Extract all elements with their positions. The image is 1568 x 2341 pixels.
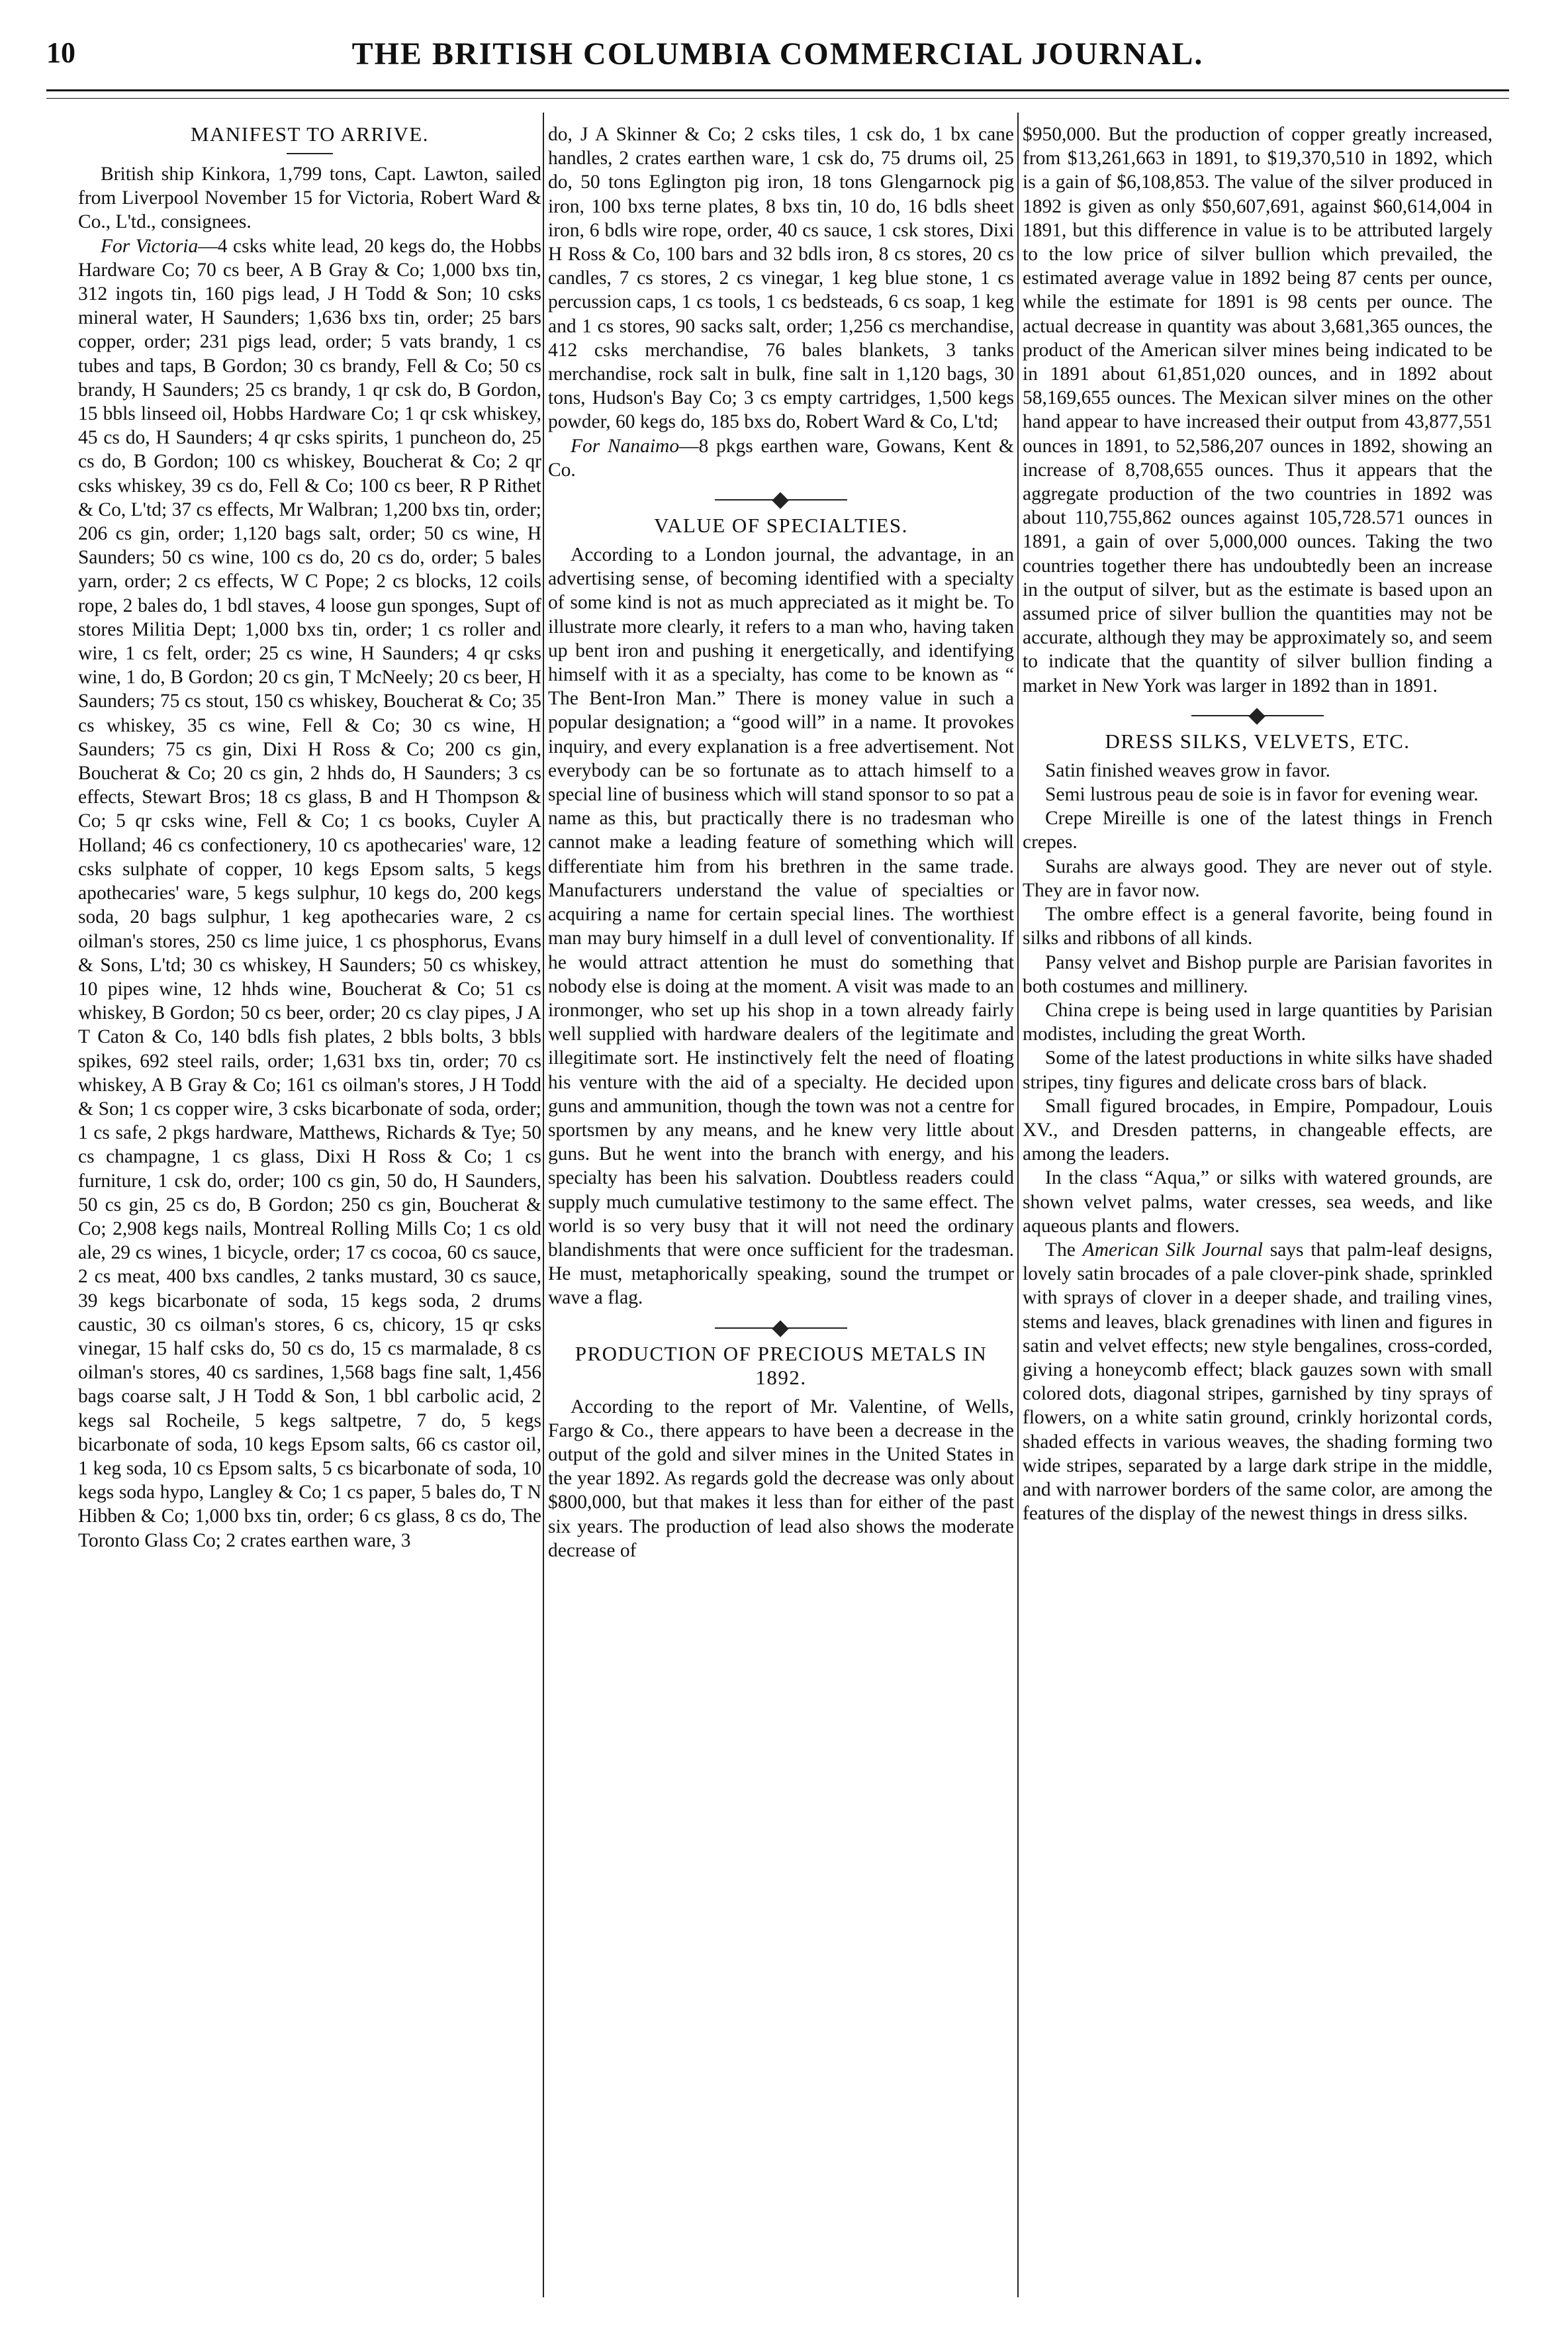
silks-paragraph: Pansy velvet and Bishop purple are Parisian favorites in both costumes and millinery. bbox=[1023, 951, 1493, 997]
nanaimo-text: —8 pkgs earthen ware, Gowans, Kent & Co. bbox=[548, 435, 1014, 481]
column-3 bbox=[1023, 122, 1493, 2301]
column-divider bbox=[1017, 113, 1019, 2297]
section-ornament bbox=[1191, 715, 1324, 716]
journal-title: THE BRITISH COLUMBIA COMMERCIAL JOURNAL. bbox=[351, 36, 1204, 72]
heading-dash bbox=[287, 153, 333, 154]
silks-paragraph: Crepe Mireille is one of the latest things in French crepes. bbox=[1023, 808, 1493, 853]
heading-manifest: MANIFEST TO ARRIVE. bbox=[190, 122, 430, 146]
manifest-nanaimo bbox=[548, 434, 1014, 482]
header-rule bbox=[46, 89, 1509, 91]
manifest-intro: British ship Kinkora, 1,799 tons, Capt. Lawton, sailed from Liverpool November 15 for Victoria, Robert Ward & Co., L'td., consignees. bbox=[78, 164, 541, 233]
heading-dress-silks: DRESS SILKS, VELVETS, ETC. bbox=[1105, 729, 1410, 753]
specialties-body: According to a London journal, the advantage, in an advertising sense, of becoming identified with a specialty of some kind is not as much appreciated as it might be. To illustrate more clearly, it refers to a man who, having taken up bent iron and pushing it energetically, and identifying himself with it as a specialty, has come to be known as “ The Bent-Iron Man.” There is money value in such a popular designation; a “good will” in a name. It provokes inquiry, and every explanation is a free advertisement. Not everybody can be so fortunate as to attach himself to a special line of business which will stand sponsor to so pat a name as this, but practically there is no tradesman who cannot make a leading feature of something which will differentiate him from his brethren in the same trade. Manufacturers understand the value of specialties or acquiring a name for certain special lines. The worthiest man may bury himself in a dull level of conventionality. If he would attract attention he must do something that nobody else is doing at the moment. A visit was made to an ironmonger, who set up his shop in a town already fairly well supplied with hardware dealers of the legitimate and illegitimate sort. He instinctively felt the need of floating his venture with the aid of a specialty. He decided upon guns and ammunition, though the town was not a centre for sportsmen by any means, and he knew very little about guns. But he went into the branch with energy, and his specialty has been his salvation. Doubtless readers could supply much cumulative testimony to the same effect. The world is so very busy that it will not need the ordinary blandishments that were once sufficient for the tradesman. He must, metaphorically speaking, sound the trumpet or wave a flag. bbox=[548, 544, 1014, 1309]
silks-paragraph: Satin finished weaves grow in favor. bbox=[1045, 759, 1330, 781]
metals-body: According to the report of Mr. Valentine, of Wells, Fargo & Co., there appears to have been a decrease in the output of the gold and silver mines in the United States in the year 1892. As regards gold the decrease was only about $800,000, but that makes it less than for either of the past six years. The production of lead also shows the moderate decrease of bbox=[548, 1396, 1014, 1561]
section-ornament bbox=[715, 1327, 847, 1329]
column-divider bbox=[543, 113, 544, 2297]
journal-name: American Silk Journal bbox=[1082, 1239, 1263, 1261]
metals-continued: $950,000. But the production of copper greatly increased, from $13,261,663 in 1891, to $19,370,510 in 1892, which is a gain of $6,108,853. The value of the silver produced in 1892 is given as only $50,607,691, against $60,614,004 in 1891, but this difference in value is to be attributed largely to the low price of silver bullion which prevailed, the estimated average value in 1892 being 87 cents per ounce, while the estimate for 1891 is 98 cents per ounce. The actual decrease in quantity was about 3,681,365 ounces, the product of the American silver mines being indicated to be in 1891 about 61,851,020 ounces, and in 1892 about 58,169,655 ounces. The Mexican silver mines on the other hand appear to have increased their output from 43,877,551 ounces in 1891, to 52,586,207 ounces in 1892, showing an increase of 8,708,655 ounces. Thus it appears that the aggregate production of the two countries in 1892 was about 110,755,862 ounces against 105,728.571 ounces in 1891, a gain of over 5,000,000 ounces. Taking the two countries together there has undoubtedly been an increase in the output of silver, but as the estimate is based upon an assumed price of silver bullion the quantities may not be accurate, although they may be approximately so, and seem to indicate that the quantity of silver bullion finding a market in New York was larger in 1892 than in 1891. bbox=[1023, 124, 1493, 696]
silks-paragraph: Some of the latest productions in white silks have shaded stripes, tiny figures and delicate cross bars of black. bbox=[1023, 1047, 1493, 1093]
silks-paragraph: Surahs are always good. They are never out of style. They are in favor now. bbox=[1023, 855, 1493, 901]
page-number: 10 bbox=[46, 36, 75, 69]
nanaimo-label: For Nanaimo bbox=[571, 435, 680, 457]
manifest-continued: do, J A Skinner & Co; 2 csks tiles, 1 csk do, 1 bx cane handles, 2 crates earthen ware, 1 csk do, 75 drums oil, 25 do, 50 tons Eglington pig iron, 18 tons Glengarnock pig iron, 100 bxs terne plates, 8 bxs tin, 10 do, 16 bdls sheet iron, 6 bdls wire rope, order, 40 cs sauce, 1 csk stores, Dixi H Ross & Co, 100 bars and 32 bdls iron, 8 cs stores, 20 cs candles, 7 cs stores, 2 cs vinegar, 1 keg blue stone, 1 cs percussion caps, 1 cs tools, 1 cs bedsteads, 6 cs soap, 1 keg and 1 cs stores, 90 sacks salt, order; 1,256 cs merchandise, 412 csks merchandise, 76 bales blankets, 3 tanks merchandise, rock salt in bulk, fine salt in 1,120 bags, 30 tons, Hudson's Bay Co; 3 cs empty cartridges, 1,500 kegs powder, 60 kegs do, 185 bxs do, Robert Ward & Co, L'td; bbox=[548, 124, 1014, 433]
victoria-label: For Victoria bbox=[101, 235, 199, 257]
silks-paragraph: Semi lustrous peau de soie is in favor for evening wear. bbox=[1045, 784, 1479, 806]
silks-journal-paragraph bbox=[1023, 1238, 1493, 1525]
silks-paragraph: In the class “Aqua,” or silks with watered grounds, are shown velvet palms, water cresses, sea weeds, and like aqueous plants and flowers. bbox=[1023, 1167, 1493, 1237]
silks-paragraph: Small figured brocades, in Empire, Pompadour, Louis XV., and Dresden patterns, in changeable effects, are among the leaders. bbox=[1023, 1095, 1493, 1165]
page-header bbox=[46, 26, 1509, 79]
journal-text: says that palm-leaf designs, lovely satin brocades of a pale clover-pink shade, sprinkled with sprays of clover in a deeper shade, and trailing vines, stems and leaves, black grenadines with linen and figures in satin and velvet effects; new style bengalines, cross-corded, giving a honeycomb effect; black gauzes sown with small colored dots, diagonal stripes, garnished by tiny sprays of flowers, on a white satin ground, crinkly horizontal cords, shaded effects in various weaves, the shading forming two wide stripes, separated by a large dark stripe in the middle, and with narrower borders of the same color, are among the features of the display of the newest things in dress silks. bbox=[1023, 1239, 1493, 1525]
journal-pre: The bbox=[1045, 1239, 1076, 1261]
victoria-text: —4 csks white lead, 20 kegs do, the Hobbs Hardware Co; 70 cs beer, A B Gray & Co; 1,000 bxs tin, 312 ingots tin, 160 pigs lead, J H Todd & Son; 10 csks mineral water, H Saunders; 1,636 bxs tin, order; 25 bars copper, order; 231 pigs lead, order; 5 vats brandy, 1 cs tubes and taps, B Gordon; 30 cs brandy, Fell & Co; 50 cs brandy, H Saunders; 25 cs brandy, 1 qr csk do, B Gordon, 15 bbls linseed oil, Hobbs Hardware Co; 1 qr csk whiskey, 45 cs do, H Saunders; 4 qr csks spirits, 1 puncheon do, 25 cs do, B Gordon; 100 cs whiskey, Boucherat & Co; 2 qr csks whiskey, 39 cs do, Fell & Co; 100 cs beer, R P Rithet & Co, L'td; 37 cs effects, Mr Walbran; 1,200 bxs tin, order; 206 cs gin, order; 1,120 bags salt, order; 50 cs wine, H Saunders; 50 cs wine, 100 cs do, 20 cs do, order; 5 bales yarn, order; 2 cs effects, W C Pope; 2 cs blocks, 12 coils rope, 2 bales do, 1 bdl staves, 4 loose gun sponges, Supt of stores Militia Dept; 1,000 bxs tin, order; 1 cs roller and wire, 1 cs felt, order; 25 cs wine, H Saunders; 4 qr csks wine, 1 do, B Gordon; 20 cs gin, T McNeely; 20 cs beer, H Saunders; 75 cs stout, 150 cs whiskey, Boucherat & Co; 35 cs whiskey, 35 cs wine, Fell & Co; 30 cs wine, H Saunders; 75 cs gin, Dixi H Ross & Co; 200 cs gin, Boucherat & Co; 20 cs gin, 2 hhds do, H Saunders; 3 cs effects, Stewart Bros; 18 cs glass, B and H Thompson & Co; 5 qr csks wine, Fell & Co; 1 cs books, Cuyler A Holland; 46 cs confectionery, 10 cs apothecaries' ware, 12 csks sulphate of copper, 10 kegs Epsom salts, 5 kegs apothecaries' ware, 5 kegs sulphur, 10 kegs do, 200 kegs soda, 20 bags sulphur, 1 keg apothecaries ware, 2 cs oilman's stores, 250 cs lime juice, 1 cs phosphorus, Evans & Sons, L'td; 30 cs whiskey, H Saunders; 50 cs whiskey, 10 pipes wine, 12 hhds wine, Boucherat & Co; 51 cs whiskey, B Gordon; 50 cs beer, order; 20 cs clay pipes, J A T Caton & Co, 140 bdls fish plates, 2 bbls bolts, 3 bbls spikes, 692 steel rails, order; 1,631 bxs tin, order; 70 cs whiskey, A B Gray & Co; 161 cs oilman's stores, J H Todd & Son; 1 cs copper wire, 3 csks bicarbonate of soda, order; 1 cs safe, 2 pkgs hardware, Matthews, Richards & Tye; 50 cs champagne, 1 cs glass, Dixi H Ross & Co; 1 cs furniture, 1 csk do, order; 100 cs gin, 50 do, H Saunders, 50 cs gin, 25 cs do, B Gordon; 250 cs gin, Boucherat & Co; 2,908 kegs nails, Montreal Rolling Mills Co; 1 cs old ale, 29 cs wines, 1 bicycle, order; 17 cs cocoa, 60 cs sauce, 2 cs meat, 400 bxs candles, 2 tanks mustard, 30 cs sauce, 39 kegs bicarbonate of soda, 15 kegs soda, 2 drums caustic, 30 cs oilman's stores, 6 cs, chicory, 15 qr csks vinegar, 15 half csks do, 50 cs do, 15 cs marmalade, 8 cs oilman's stores, 40 cs sardines, 1,568 bags fine salt, 1,456 bags coarse salt, J H Todd & Son, 1 bbl carbolic acid, 2 kegs sal Rocheile, 5 kegs saltpetre, 7 do, 5 kegs bicarbonate of soda, 10 kegs Epsom salts, 66 cs castor oil, 1 keg soda, 10 cs Epsom salts, 5 cs bicarbonate of soda, 10 kegs soda hypo, Langley & Co; 1 cs paper, 5 bales do, T N Hibben & Co; 1,000 bxs tin, order; 6 cs glass, 8 cs do, The Toronto Glass Co; 2 crates earthen ware, 3 bbox=[78, 235, 541, 1551]
column-1 bbox=[78, 122, 541, 2301]
section-ornament bbox=[715, 499, 847, 501]
silks-paragraph: China crepe is being used in large quantities by Parisian modistes, including the great Worth. bbox=[1023, 999, 1493, 1045]
header-rule-thin bbox=[46, 98, 1509, 99]
silks-paragraph: The ombre effect is a general favorite, being found in silks and ribbons of all kinds. bbox=[1023, 904, 1493, 949]
heading-precious-metals: PRODUCTION OF PRECIOUS METALS IN 1892. bbox=[575, 1341, 988, 1389]
manifest-victoria bbox=[78, 234, 541, 1553]
heading-specialties: VALUE OF SPECIALTIES. bbox=[654, 514, 908, 538]
column-2 bbox=[548, 122, 1014, 2301]
